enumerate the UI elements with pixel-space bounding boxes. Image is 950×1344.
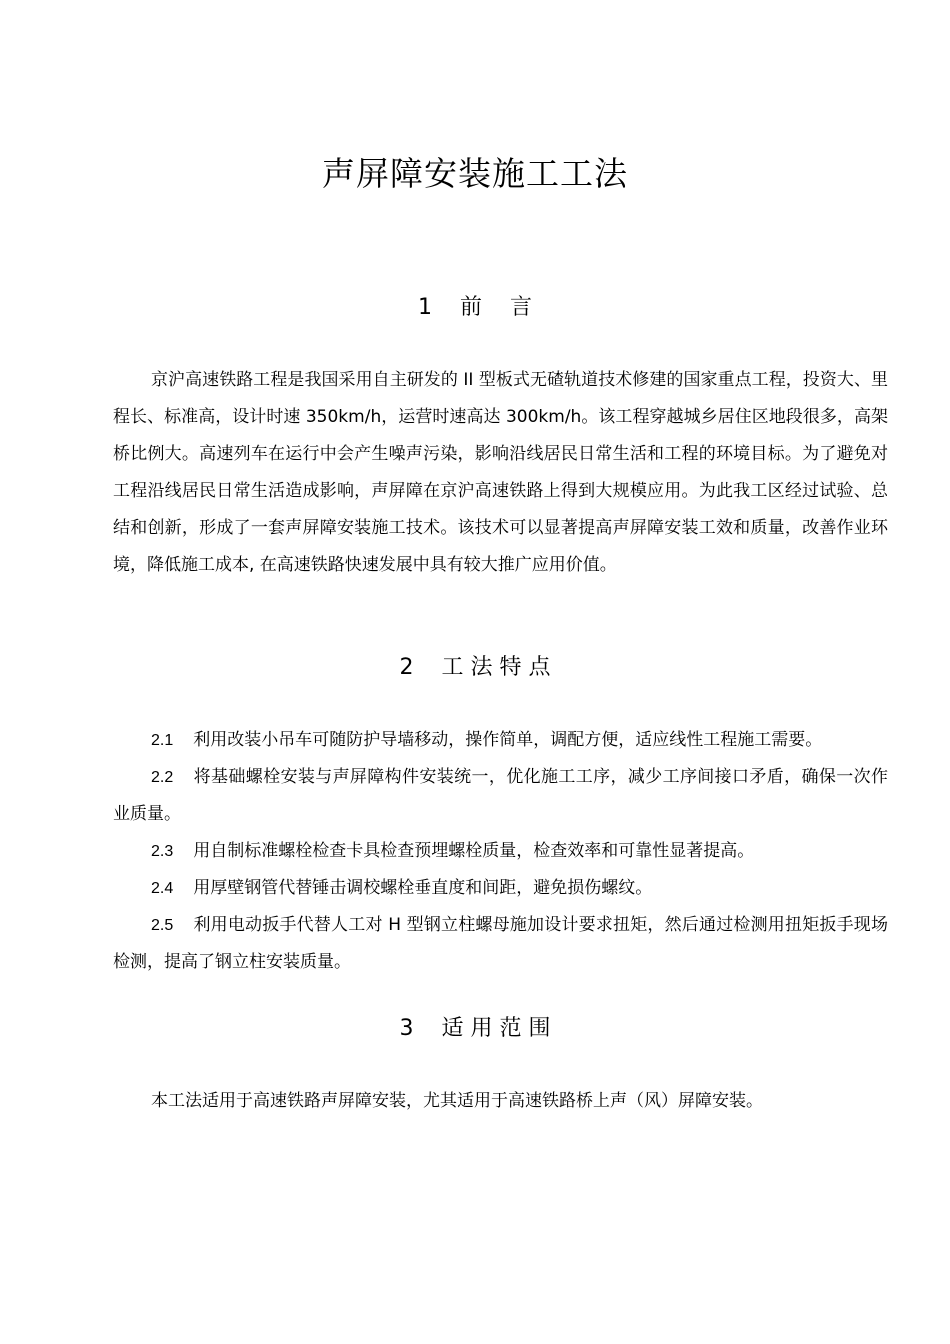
item-number: 2.4 xyxy=(151,880,174,897)
section-heading-features: 2 工 法 特 点 xyxy=(399,655,551,680)
item-number: 2.5 xyxy=(151,917,174,934)
feature-item-2-2 xyxy=(113,759,888,833)
scope-paragraph: 本工法适用于高速铁路声屏障安装，尤其适用于高速铁路桥上声（风）屏障安装。 xyxy=(151,1091,763,1111)
item-text: 用自制标准螺栓检查卡具检查预埋螺栓质量，检查效率和可靠性显著提高。 xyxy=(193,841,755,861)
section-heading-preface: 1 前 言 xyxy=(418,295,532,320)
item-text: 将基础螺栓安装与声屏障构件安装统一，优化施工工序，减少工序间接口矛盾，确保一次作业质量。 xyxy=(113,767,888,824)
preface-paragraph: 京沪高速铁路工程是我国采用自主研发的 II 型板式无碴轨道技术修建的国家重点工程，投资大、里程长、标准高，设计时速 350km/h，运营时速高达 300km/h。该工程穿越城乡居住区地段很多，高架桥比例大。高速列车在运行中会产生噪声污染，影响沿线居民日常生活和工程的环境目标。为了避免对工程沿线居民日常生活造成影响，声屏障在京沪高速铁路上得到大规模应用。为此我工区经过试验、总结和创新，形成了一套声屏障安装施工技术。该技术可以显著提高声屏障安装工效和质量，改善作业环境，降低施工成本, 在高速铁路快速发展中具有较大推广应用价值。 xyxy=(113,370,888,575)
item-number: 2.2 xyxy=(151,769,174,786)
item-text: 用厚壁钢管代替锤击调校螺栓垂直度和间距，避免损伤螺纹。 xyxy=(193,878,653,898)
item-text: 利用改装小吊车可随防护导墙移动，操作简单，调配方便，适应线性工程施工需要。 xyxy=(193,730,823,750)
feature-item-2-5 xyxy=(113,907,888,981)
document-title: 声屏障安装施工工法 xyxy=(322,154,628,193)
feature-item-2-3 xyxy=(113,833,888,870)
feature-item-2-4 xyxy=(113,870,888,907)
section-heading-scope: 3 适 用 范 围 xyxy=(399,1016,551,1041)
item-text: 利用电动扳手代替人工对 H 型钢立柱螺母施加设计要求扭矩，然后通过检测用扭矩扳手现场检测，提高了钢立柱安装质量。 xyxy=(113,915,888,972)
item-number: 2.1 xyxy=(151,732,174,749)
feature-item-2-1 xyxy=(113,722,888,759)
item-number: 2.3 xyxy=(151,843,174,860)
